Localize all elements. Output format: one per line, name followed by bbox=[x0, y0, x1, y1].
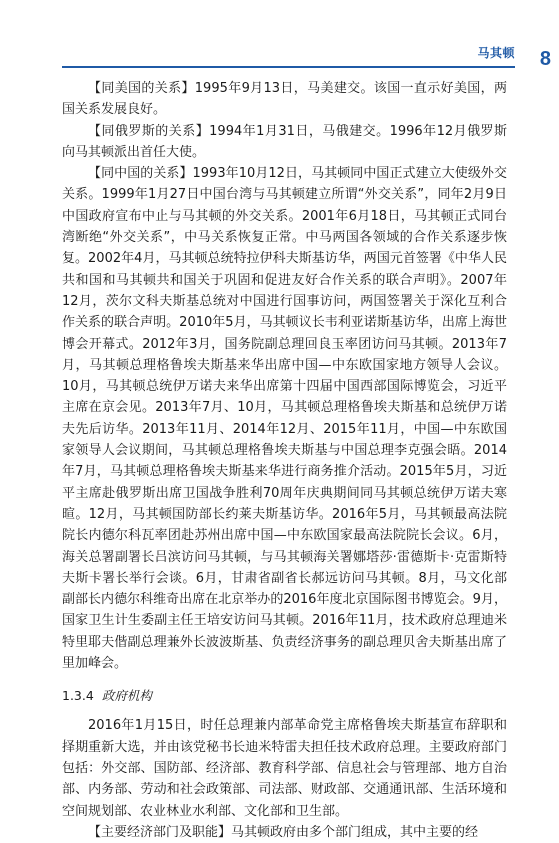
header-rule bbox=[62, 66, 515, 68]
section-title: 政府机构 bbox=[101, 688, 152, 704]
paragraph-economic-departments: 【主要经济部门及职能】马其顿政府由多个部门组成，其中主要的经 bbox=[88, 824, 479, 840]
main-content bbox=[62, 78, 507, 843]
running-header-title: 马其顿 bbox=[477, 46, 515, 60]
section-heading bbox=[62, 686, 507, 706]
page-header bbox=[0, 0, 559, 80]
page-number: 8 bbox=[539, 48, 551, 70]
paragraph-government: 2016年1月15日，时任总理兼内部革命党主席格鲁埃夫斯基宣布辞职和择期重新大选，并由该党秘书长迪米特雷夫担任技术政府总理。主要政府部门包括：外交部、国防部、经济部、教育科学部、信息社会与管理部、地方自治部、内务部、劳动和社会政策部、司法部、财政部、交通通讯部、生活环境和空间规划部、农业林业水利部、文化部和卫生部。 bbox=[62, 718, 507, 819]
paragraph-us-relations: 【同美国的关系】1995年9月13日，马美建交。该国一直示好美国，两国关系发展良好。 bbox=[62, 81, 507, 118]
paragraph-russia-relations: 【同俄罗斯的关系】1994年1月31日，马俄建交。1996年12月俄罗斯向马其顿派出首任大使。 bbox=[62, 123, 507, 160]
paragraph-china-relations: 【同中国的关系】1993年10月12日，马其顿同中国正式建立大使级外交关系。1999年1月27日中国台湾与马其顿建立所谓“外交关系”，同年2月9日中国政府宣布中止与马其顿的外交关系。2001年6月18日，马其顿正式同台湾断绝“外交关系”，中马关系恢复正常。中马两国各领域的合作关系逐步恢复。2002年4月，马其顿总统特拉伊科夫斯基访华，两国元首签署《中华人民共和国和马其顿共和国关于巩固和促进友好合作关系的联合声明》。2007年12月，茨尔文科夫斯基总统对中国进行国事访问，两国签署关于深化互利合作关系的联合声明。2010年5月，马其顿议长韦利亚诺斯基访华，出席上海世博会开幕式。2012年3月，国务院副总理回良玉率团访问马其顿。2013年7月，马其顿总理格鲁埃夫斯基来华出席中国—中东欧国家地方领导人会议。10月，马其顿总统伊万诺夫来华出席第十四届中国西部国际博览会，习近平主席在京会见。2013年7月、10月，马其顿总理格鲁埃夫斯基和总统伊万诺夫先后访华。2013年11月、2014年12月、2015年11月，中国—中东欧国家领导人会议期间，马其顿总理格鲁埃夫斯基与中国总理李克强会晤。2014年7月，马其顿总理格鲁埃夫斯基来华进行商务推介活动。2015年5月，习近平主席赴俄罗斯出席卫国战争胜利70周年庆典期间同马其顿总统伊万诺夫寒暄。12月，马其顿国防部长约莱夫斯基访华。2016年5月，马其顿最高法院院长内德尔科瓦率团赴苏州出席中国—中东欧国家最高法院院长会议。6月，海关总署副署长吕滨访问马其顿，与马其顿海关署娜塔莎·雷德斯卡·克雷斯特夫斯卡署长举行会谈。6月，甘肃省副省长郝远访问马其顿。8月，马文化部副部长内德尔科维奇出席在北京举办的2016年度北京国际图书博览会。9月，国家卫生计生委副主任王培安访问马其顿。2016年11月，技术政府总理迪米特里耶夫偕副总理兼外长波波斯基、负责经济事务的副总理贝舍夫斯基出席了里加峰会。 bbox=[62, 166, 507, 672]
section-number: 1.3.4 bbox=[62, 688, 94, 704]
